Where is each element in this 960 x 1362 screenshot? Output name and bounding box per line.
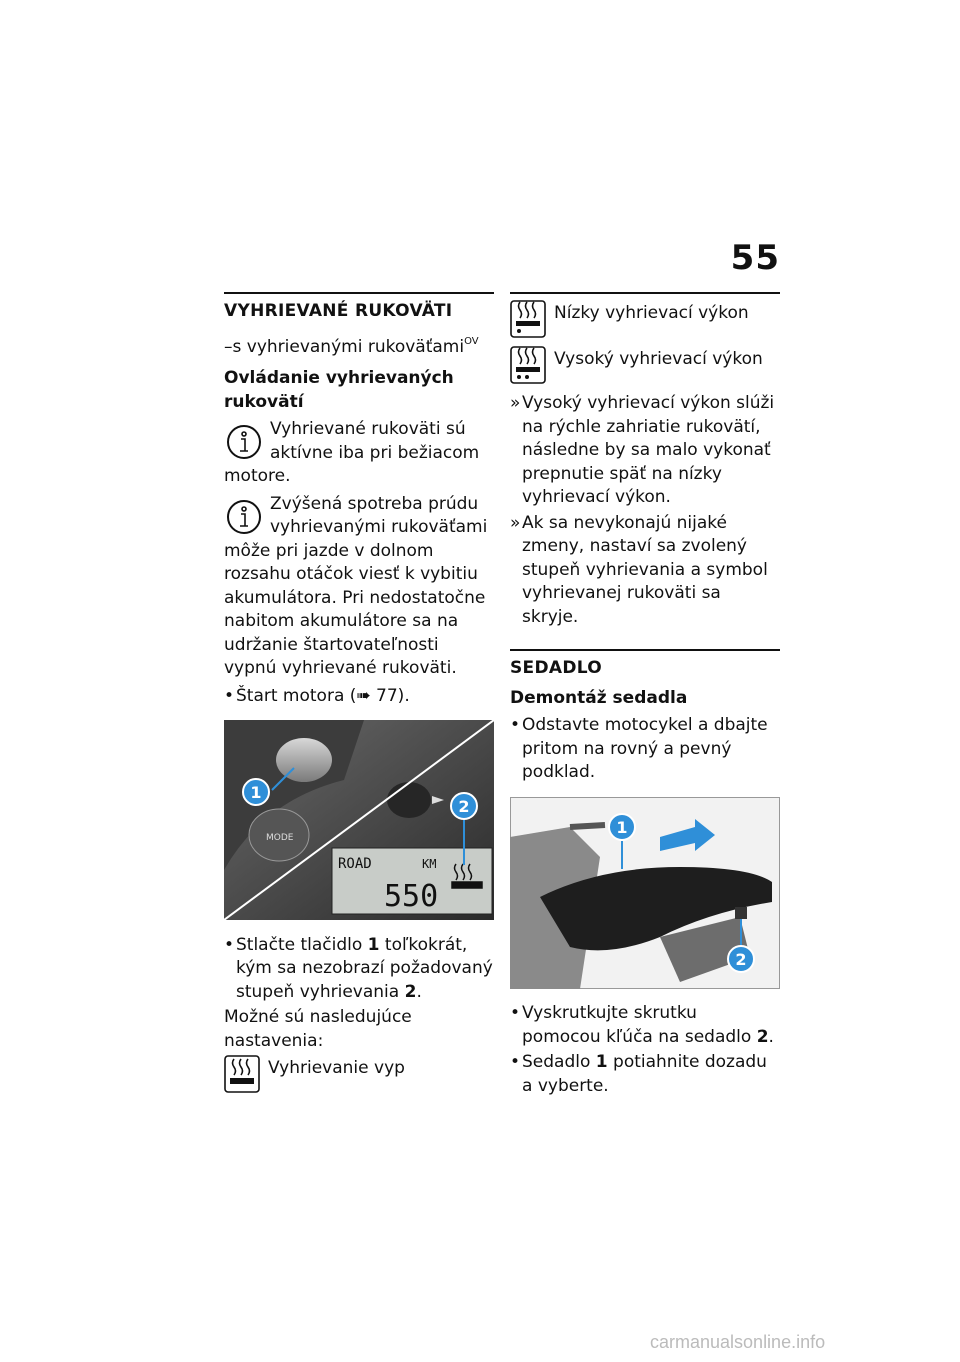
info-note [224,493,494,681]
subtitle-text: –s vyhrievanými rukoväťami [224,336,465,357]
bullet-start-engine: • Štart motora (➠ 77). [224,685,494,709]
heated-grip-off-icon [224,1055,260,1093]
text: Sedadlo [522,1052,596,1072]
text: toľkokrát, kým sa nezobrazí požadovaný stupeň vyhrievania [236,934,493,1002]
mode-button-label: MODE [266,833,294,843]
left-column [224,292,494,1101]
option-heating-high [510,346,780,384]
note-text: Vyhrievané rukoväti sú aktívne iba pri bežiacom motore. [224,419,480,486]
section-rule [510,292,780,294]
option-label: Nízky vyhrievací výkon [554,303,749,323]
right-column [510,292,780,1100]
arrow-marker: » [510,512,521,533]
ref-number: 1 [367,934,380,955]
option-label: Vyhrievanie vyp [268,1058,405,1078]
section-title-seat: SEDADLO [510,658,603,678]
watermark: carmanualsonline.info [650,1332,826,1352]
equipment-subtitle [224,330,494,360]
option-heating-low [510,300,780,338]
figure-seat-removal [510,797,780,989]
option-code: OV [464,335,479,347]
callout-1: 1 [250,783,262,802]
text: potiahnite dozadu a vyberte. [522,1052,767,1096]
arrow-marker: » [510,393,521,413]
section-title-heated-grips: VYHRIEVANÉ RUKOVÄTI [224,301,453,321]
text: . [768,1026,774,1047]
bullet-park-motorcycle: • Odstavte motocykel a dbajte pritom na rovný a pevný podklad. [510,714,780,785]
display-mode: ROAD [338,856,372,872]
info-icon [226,424,262,460]
option-label: Vysoký vyhrievací výkon [554,349,763,369]
text: Stlačte tlačidlo [236,934,368,955]
sub-heading-control: Ovládanie vyhrievaných rukovätí [224,368,454,412]
info-note [224,418,494,489]
text: Vyskrutkujte skrutku pomocou kľúča na sedadlo [522,1003,757,1047]
page-number: 55 [730,238,780,278]
heated-grip-low-icon [510,300,546,338]
display-unit: KM [422,857,437,871]
info-icon [226,499,262,535]
result-item [510,512,780,630]
note-text: Zvýšená spotreba prúdu vyhrievanými rukoväťami môže pri jazde v dolnom rozsahu otáčok viesť k vybitiu akumulátora. Pri nedostatočne nabitom akumulátore sa na udržanie štartovateľnosti vypnú vyhrievané rukoväti. [224,493,488,678]
bullet-press-button [224,934,494,1005]
callout-2: 2 [458,797,470,816]
ref-number: 1 [595,1052,608,1072]
callout-1: 1 [616,817,628,837]
display-value: 550 [384,879,439,914]
bullet-pull-seat [510,1051,780,1098]
bullet-unscrew [510,1002,780,1049]
heated-grip-button [276,738,332,782]
callout-2: 2 [735,949,747,969]
ref-number: 2 [756,1026,769,1047]
sub-heading-remove-seat: Demontáž sedadla [510,687,688,708]
section-rule [510,649,780,651]
text: . [416,981,422,1002]
figure-handlebar-display [224,720,494,920]
heated-grip-high-icon [510,346,546,384]
settings-intro: Možné sú nasledujúce nastavenia: [224,1007,412,1051]
text: Vysoký vyhrievací výkon slúži na rýchle zahriatie rukovätí, následne by sa malo vykonať prepnutie späť na nízky vyhrievací výkon. [522,393,775,507]
section-rule [224,292,494,294]
option-heating-off [224,1055,494,1093]
text: Ak sa nevykonajú nijaké zmeny, nastaví sa zvolený stupeň vyhrievania a symbol vyhrievanej rukoväti sa skryje. [522,512,768,627]
result-item [510,392,780,510]
ref-number: 2 [404,981,417,1002]
